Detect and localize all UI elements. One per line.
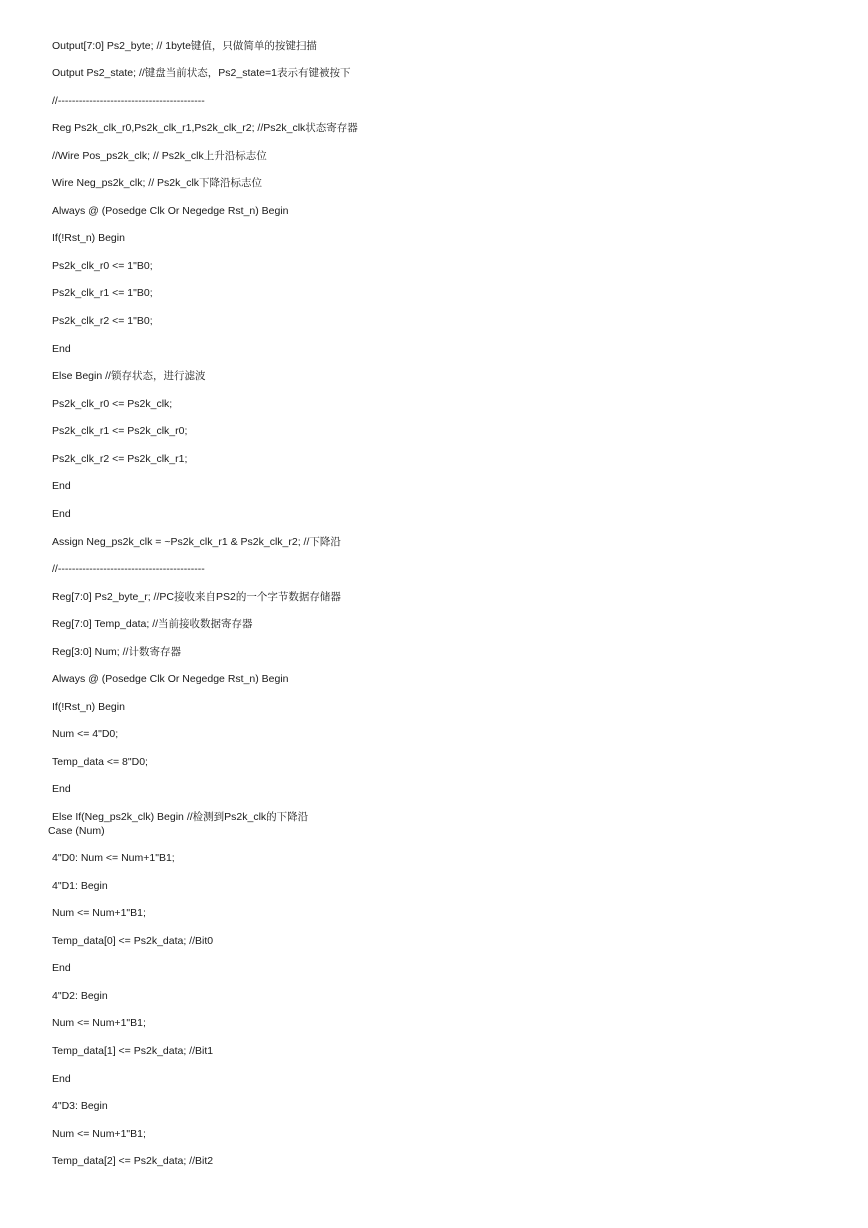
code-line: Ps2k_clk_r1 <= 1"B0; xyxy=(52,287,153,299)
code-line: Temp_data <= 8"D0; xyxy=(52,756,148,768)
code-line: Reg Ps2k_clk_r0,Ps2k_clk_r1,Ps2k_clk_r2; //Ps2k_clk状态寄存器 xyxy=(52,122,358,134)
code-line: Num <= Num+1"B1; xyxy=(52,1128,146,1140)
code-line: If(!Rst_n) Begin xyxy=(52,232,125,244)
code-line: End xyxy=(52,508,71,520)
code-line: Reg[7:0] Temp_data; //当前接收数据寄存器 xyxy=(52,618,253,630)
code-line: Temp_data[1] <= Ps2k_data; //Bit1 xyxy=(52,1045,214,1057)
code-line: //------------------------------------------ xyxy=(52,563,205,575)
code-line: Ps2k_clk_r2 <= 1"B0; xyxy=(52,315,153,327)
code-line: Reg[7:0] Ps2_byte_r; //PC接收来自PS2的一个字节数据存储器 xyxy=(52,591,341,603)
code-line: 4"D0: Num <= Num+1"B1; xyxy=(52,852,175,864)
code-line: Reg[3:0] Num; //计数寄存器 xyxy=(52,646,181,658)
code-line: End xyxy=(52,962,71,974)
code-line: End xyxy=(52,480,71,492)
code-line: End xyxy=(52,783,71,795)
code-line: Num <= Num+1"B1; xyxy=(52,907,146,919)
code-line: Ps2k_clk_r0 <= Ps2k_clk; xyxy=(52,398,173,410)
code-line: Num <= 4"D0; xyxy=(52,728,119,740)
code-line: 4"D3: Begin xyxy=(52,1100,108,1112)
code-line: Case (Num) xyxy=(48,825,105,837)
code-line: Output Ps2_state; //键盘当前状态，Ps2_state=1表示有键被按下 xyxy=(52,67,351,79)
code-line: If(!Rst_n) Begin xyxy=(52,701,125,713)
code-line: Temp_data[2] <= Ps2k_data; //Bit2 xyxy=(52,1155,214,1167)
code-line: //Wire Pos_ps2k_clk; // Ps2k_clk上升沿标志位 xyxy=(52,150,267,162)
code-line: Always @ (Posedge Clk Or Negedge Rst_n) Begin xyxy=(52,205,289,217)
code-line: Temp_data[0] <= Ps2k_data; //Bit0 xyxy=(52,935,214,947)
code-line: Always @ (Posedge Clk Or Negedge Rst_n) Begin xyxy=(52,673,289,685)
code-line: Else Begin //锁存状态，进行滤波 xyxy=(52,370,206,382)
code-line: 4"D1: Begin xyxy=(52,880,108,892)
code-line: //------------------------------------------ xyxy=(52,95,205,107)
code-line: End xyxy=(52,1073,71,1085)
code-line: Num <= Num+1"B1; xyxy=(52,1017,146,1029)
code-line: Output[7:0] Ps2_byte; // 1byte键值，只做简单的按键扫描 xyxy=(52,40,317,52)
code-line: Assign Neg_ps2k_clk = ~Ps2k_clk_r1 & Ps2k_clk_r2; //下降沿 xyxy=(52,536,341,548)
code-line: Else If(Neg_ps2k_clk) Begin //检测到Ps2k_clk的下降沿 xyxy=(52,811,309,823)
code-line: Ps2k_clk_r0 <= 1"B0; xyxy=(52,260,153,272)
code-line: Wire Neg_ps2k_clk; // Ps2k_clk下降沿标志位 xyxy=(52,177,263,189)
code-line: End xyxy=(52,343,71,355)
code-line: 4"D2: Begin xyxy=(52,990,108,1002)
code-line: Ps2k_clk_r2 <= Ps2k_clk_r1; xyxy=(52,453,188,465)
code-line: Ps2k_clk_r1 <= Ps2k_clk_r0; xyxy=(52,425,188,437)
